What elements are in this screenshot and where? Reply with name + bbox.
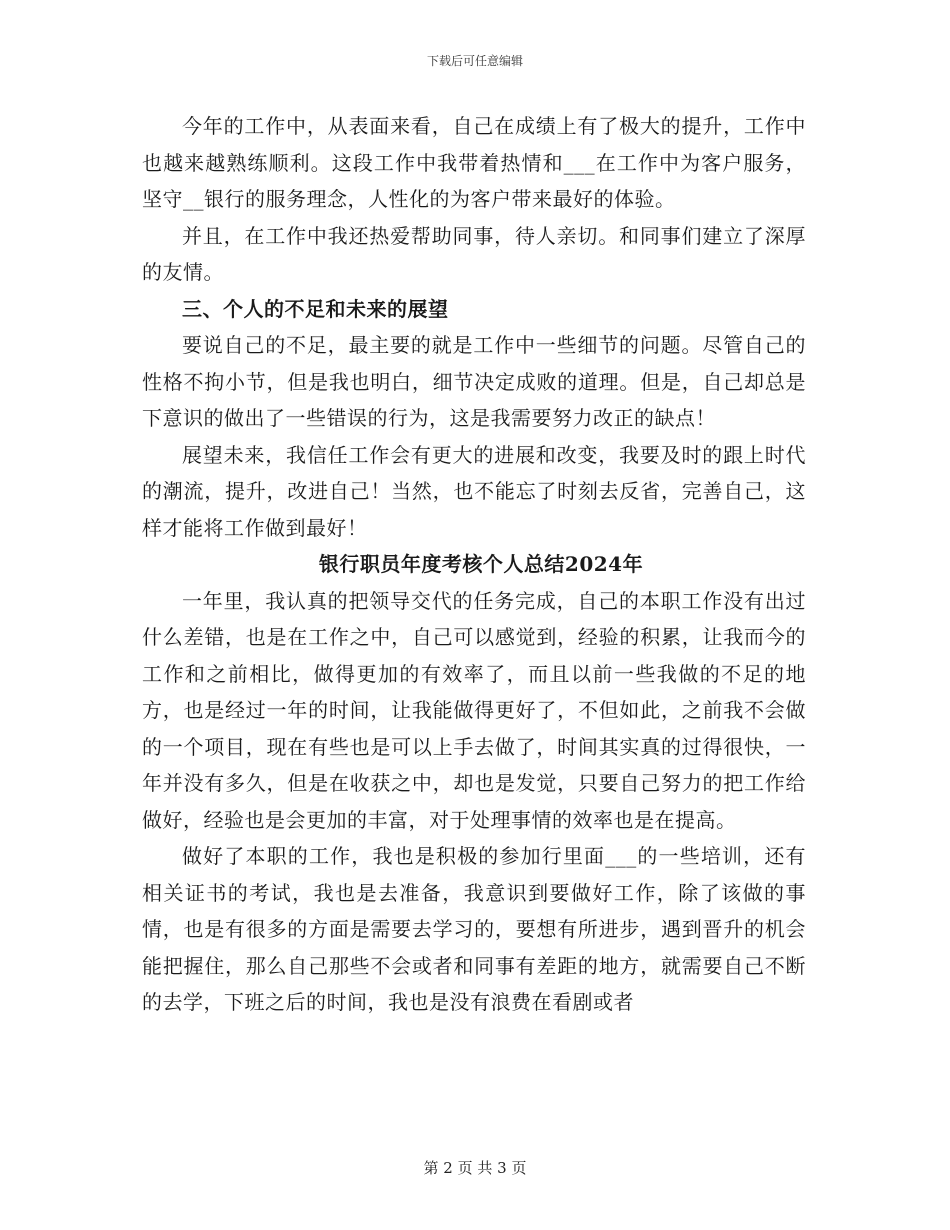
document-title: 银行职员年度考核个人总结2024年 [318,552,644,576]
document-body [142,108,806,1021]
paragraph-shortcomings: 要说自己的不足，最主要的就是工作中一些细节的问题。尽管自己的性格不拘小节，但是我也明白，细节决定成败的道理。但是，自己却总是下意识的做出了一些错误的行为，这是我需要努力改正的缺点！ [142,333,806,430]
page-header: 下载后可任意编辑 [426,54,523,68]
page-footer: 第 2 页 共 3 页 [423,1159,527,1177]
section-heading-shortcomings: 三、个人的不足和未来的展望 [182,296,449,321]
paragraph-work-performance: 今年的工作中，从表面来看，自己在成绩上有了极大的提升，工作中也越来越熟练顺利。这段工作中我带着热情和___在工作中为客户服务，坚守__银行的服务理念，人性化的为客户带来最好的体验。 [142,114,806,211]
paragraph-outlook: 展望未来，我信任工作会有更大的进展和改变，我要及时的跟上时代的潮流，提升，改进自己！当然，也不能忘了时刻去反省，完善自己，这样才能将工作做到最好！ [142,442,806,540]
paragraph-year-review: 一年里，我认真的把领导交代的任务完成，自己的本职工作没有出过什么差错，也是在工作之中，自己可以感觉到，经验的积累，让我而今的工作和之前相比，做得更加的有效率了，而且以前一些我做的不足的地方，也是经过一年的时间，让我能做得更好了，不但如此，之前我不会做的一个项目，现在有些也是可以上手去做了，时间其实真的过得很快，一年并没有多久，但是在收获之中，却也是发觉，只要自己努力的把工作给做好，经验也是会更加的丰富，对于处理事情的效率也是在提高。 [142,588,806,832]
paragraph-colleagues: 并且，在工作中我还热爱帮助同事，待人亲切。和同事们建立了深厚的友情。 [142,223,806,284]
paragraph-training: 做好了本职的工作，我也是积极的参加行里面___的一些培训，还有相关证书的考试，我也是去准备，我意识到要做好工作，除了该做的事情，也是有很多的方面是需要去学习的，要想有所进步，遇到晋升的机会能把握住，那么自己那些不会或者和同事有差距的地方，就需要自己不断的去学，下班之后的时间，我也是没有浪费在看剧或者 [142,844,806,1014]
